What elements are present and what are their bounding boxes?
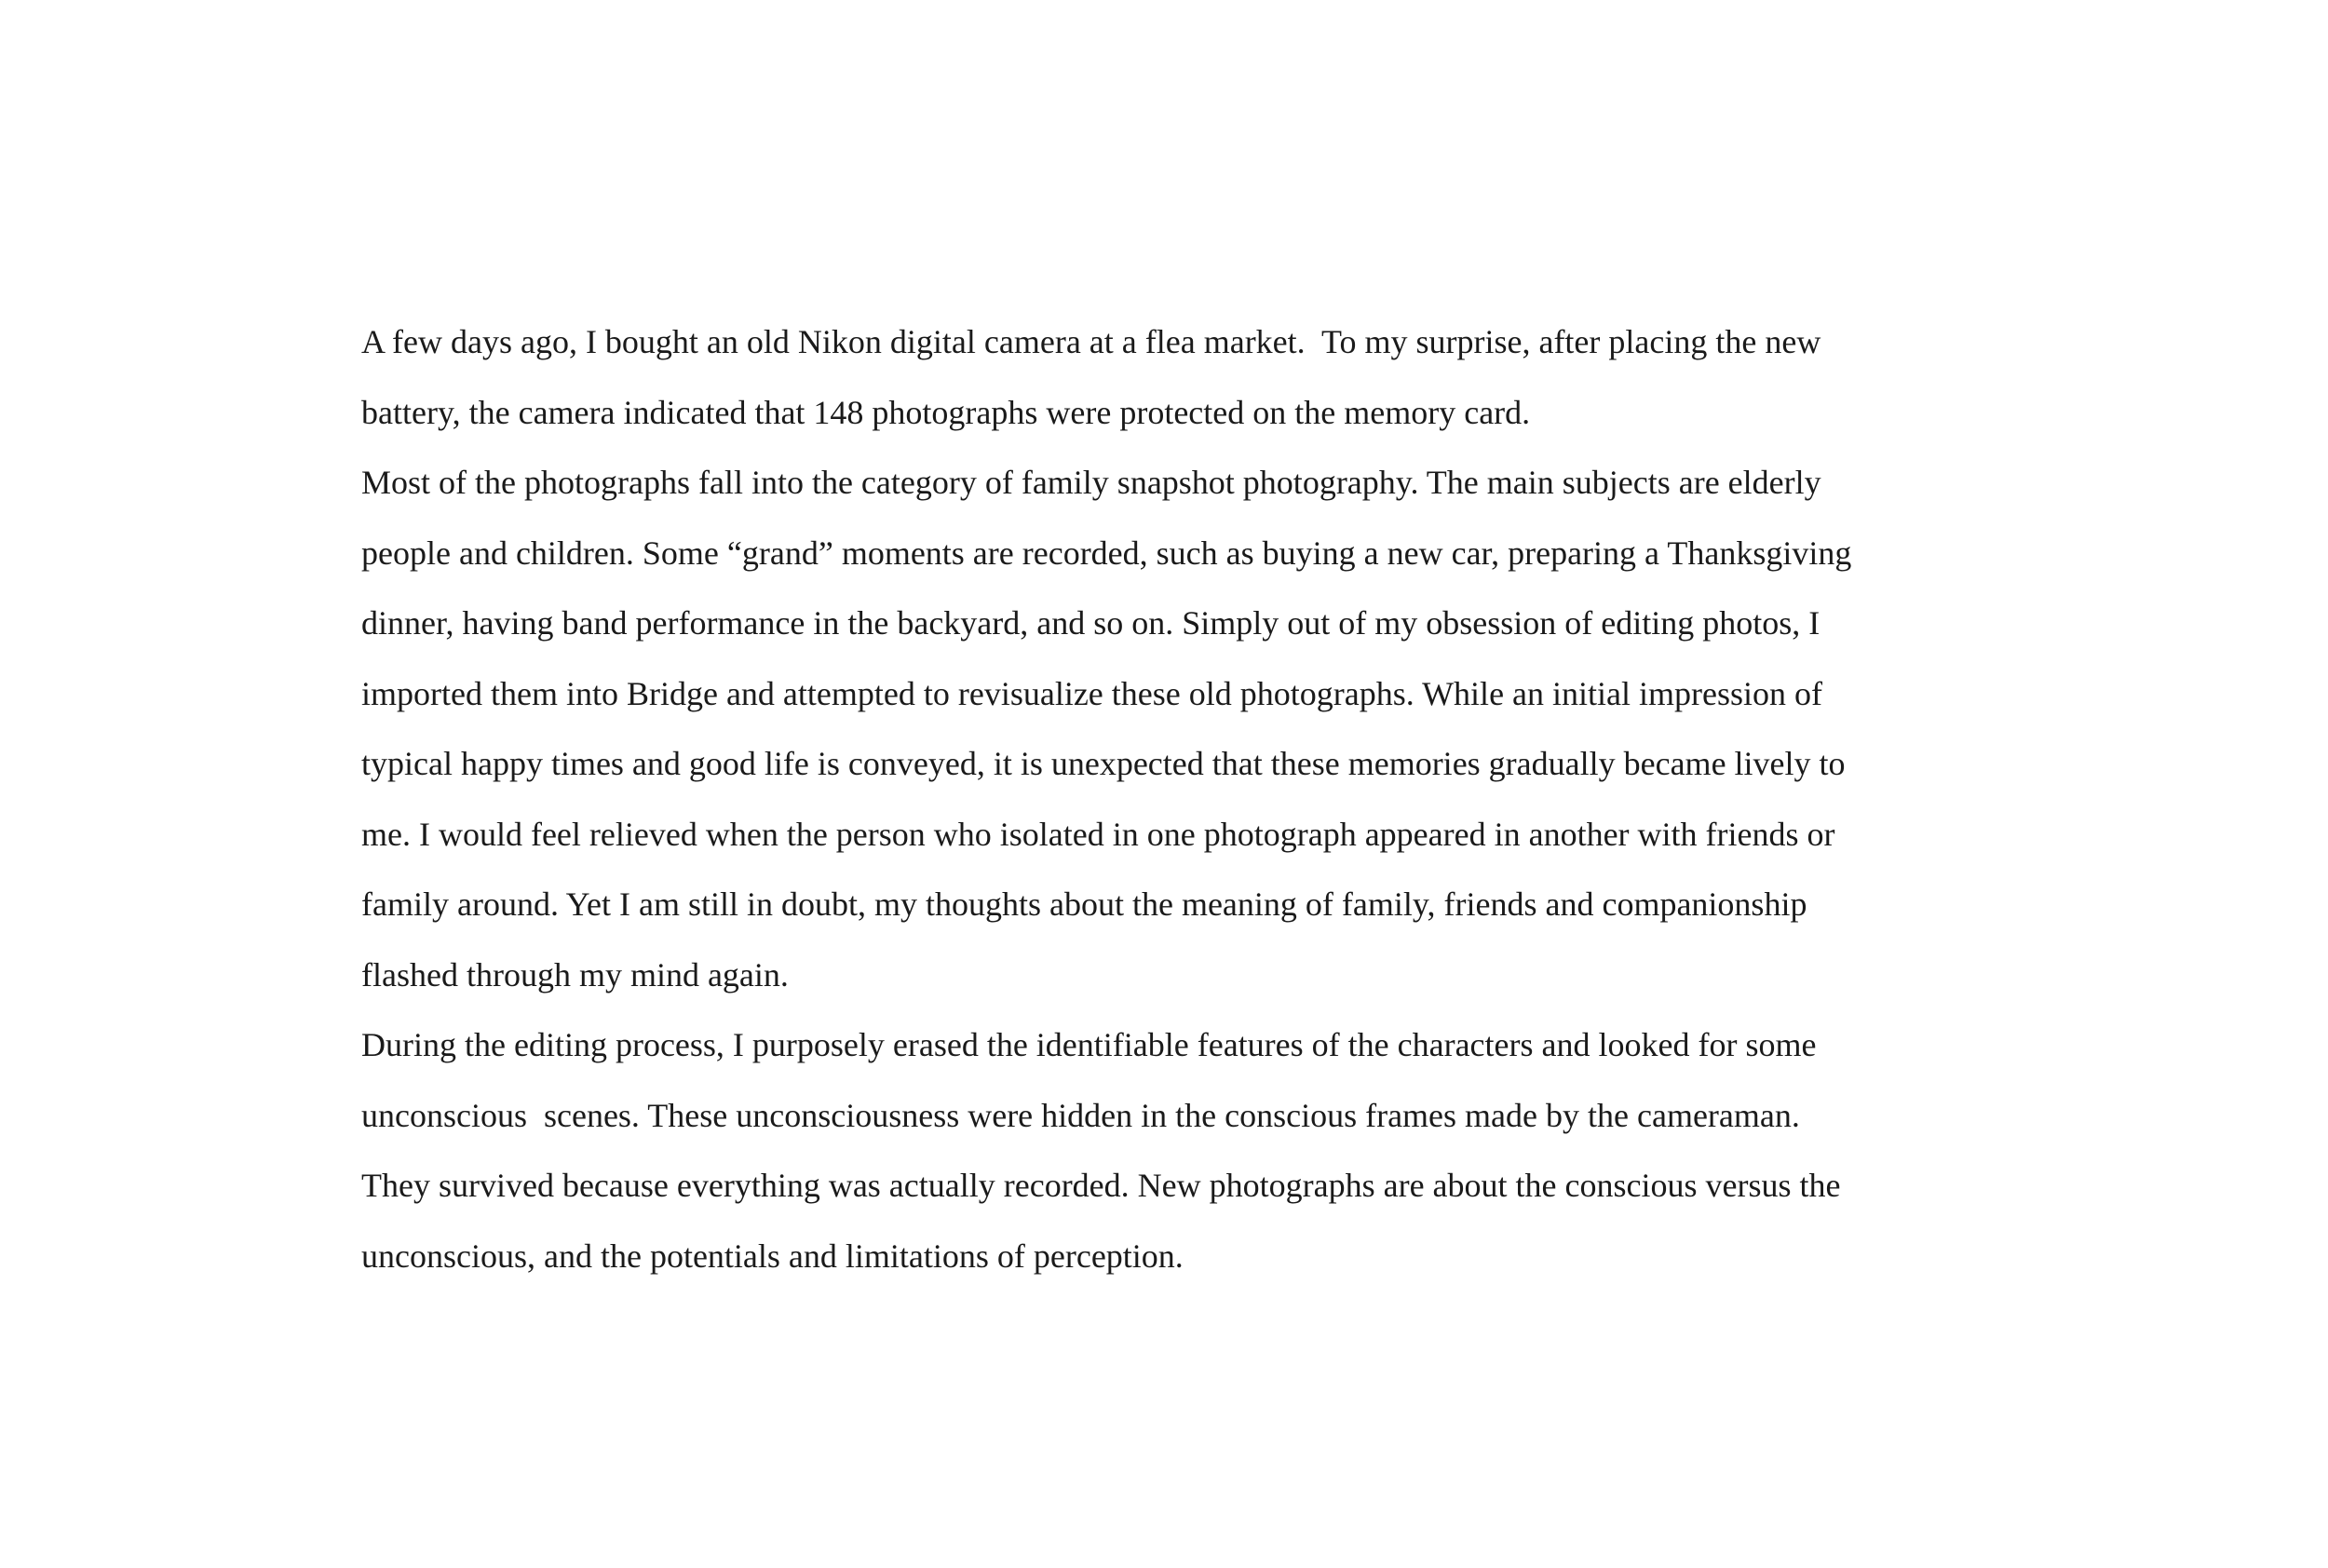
- text-line: unconscious scenes. These unconsciousness were hidden in the conscious frames made by the cameraman.: [361, 1096, 1800, 1134]
- text-line: flashed through my mind again.: [361, 955, 789, 994]
- text-line: people and children. Some “grand” moments are recorded, such as buying a new car, preparing a Thanksgiving: [361, 534, 1852, 572]
- body-text: [361, 307, 2037, 1291]
- text-line: imported them into Bridge and attempted to revisualize these old photographs. While an initial impression of: [361, 674, 1822, 712]
- text-line: Most of the photographs fall into the category of family snapshot photography. The main subjects are elderly: [361, 464, 1821, 501]
- text-line: me. I would feel relieved when the person who isolated in one photograph appeared in another with friends or: [361, 815, 1835, 853]
- text-line: unconscious, and the potentials and limitations of perception.: [361, 1237, 1184, 1275]
- text-line: battery, the camera indicated that 148 photographs were protected on the memory card.: [361, 393, 1531, 431]
- text-line: During the editing process, I purposely erased the identifiable features of the characters and looked for some: [361, 1026, 1817, 1063]
- text-line: They survived because everything was actually recorded. New photographs are about the conscious versus the: [361, 1167, 1841, 1204]
- text-line: A few days ago, I bought an old Nikon digital camera at a flea market. To my surprise, after placing the new: [361, 323, 1821, 360]
- text-line: dinner, having band performance in the backyard, and so on. Simply out of my obsession of editing photos, I: [361, 604, 1820, 642]
- text-line: typical happy times and good life is conveyed, it is unexpected that these memories gradually became lively to: [361, 745, 1846, 782]
- text-line: family around. Yet I am still in doubt, my thoughts about the meaning of family, friends and companionship: [361, 885, 1807, 923]
